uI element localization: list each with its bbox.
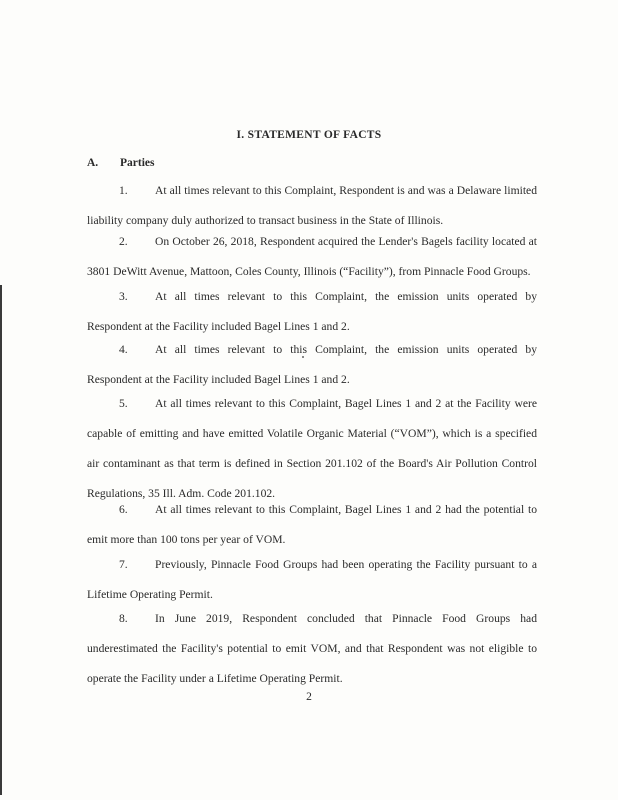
paragraph-number: 6.: [119, 503, 128, 516]
section-title: I. STATEMENT OF FACTS: [236, 129, 382, 141]
subsection-label: Parties: [120, 157, 155, 169]
paragraph-text: On October 26, 2018, Respondent acquired the Lender's Bagels facility located at 3801 DeWitt Avenue, Mattoon, Coles County, Illinois (“Facility”), from Pinnacle Food Groups.: [87, 235, 537, 278]
paragraph-6: [87, 495, 537, 555]
paragraph-3: [87, 282, 537, 342]
paragraph-text: At all times relevant to this Complaint, Bagel Lines 1 and 2 at the Facility were capable of emitting and have emitted Volatile Organic Material (“VOM”), which is a specified air contaminant as that term is defined in Section 201.102 of the Board's Air Pollution Control Regulations, 35 Ill. Adm. Code 201.102.: [87, 397, 537, 500]
paragraph-number: 2.: [119, 235, 128, 248]
paragraph-4: [87, 335, 537, 395]
paragraph-number: 8.: [119, 612, 128, 625]
paragraph-number: 1.: [119, 184, 128, 197]
paragraph-text: At all times relevant to this Complaint, Bagel Lines 1 and 2 had the potential to emit more than 100 tons per year of VOM.: [87, 503, 537, 546]
subsection-letter: A.: [87, 157, 99, 169]
paragraph-5: [87, 389, 537, 509]
subsection-heading: [87, 157, 154, 169]
scan-edge-mark: [0, 285, 2, 795]
paragraph-text: At all times relevant to this Complaint, Respondent is and was a Delaware limited liability company duly authorized to transact business in the State of Illinois.: [87, 184, 537, 227]
paragraph-number: 3.: [119, 290, 128, 303]
paragraph-7: [87, 550, 537, 610]
paragraph-text: In June 2019, Respondent concluded that Pinnacle Food Groups had underestimated the Facility's potential to emit VOM, and that Respondent was not eligible to operate the Facility under a Lifetime Operating Permit.: [87, 612, 537, 685]
paragraph-2: [87, 227, 537, 287]
paragraph-number: 4.: [119, 343, 128, 356]
paragraph-text: Previously, Pinnacle Food Groups had been operating the Facility pursuant to a Lifetime Operating Permit.: [87, 558, 537, 601]
paragraph-number: 5.: [119, 397, 128, 410]
paragraph-8: [87, 604, 537, 694]
paragraph-text: At all times relevant to this Complaint, the emission units operated by Respondent at the Facility included Bagel Lines 1 and 2.: [87, 290, 537, 333]
page-number: 2: [306, 691, 312, 703]
paragraph-text: At all times relevant to this Complaint, the emission units operated by Respondent at the Facility included Bagel Lines 1 and 2.: [87, 343, 537, 386]
paragraph-number: 7.: [119, 558, 128, 571]
